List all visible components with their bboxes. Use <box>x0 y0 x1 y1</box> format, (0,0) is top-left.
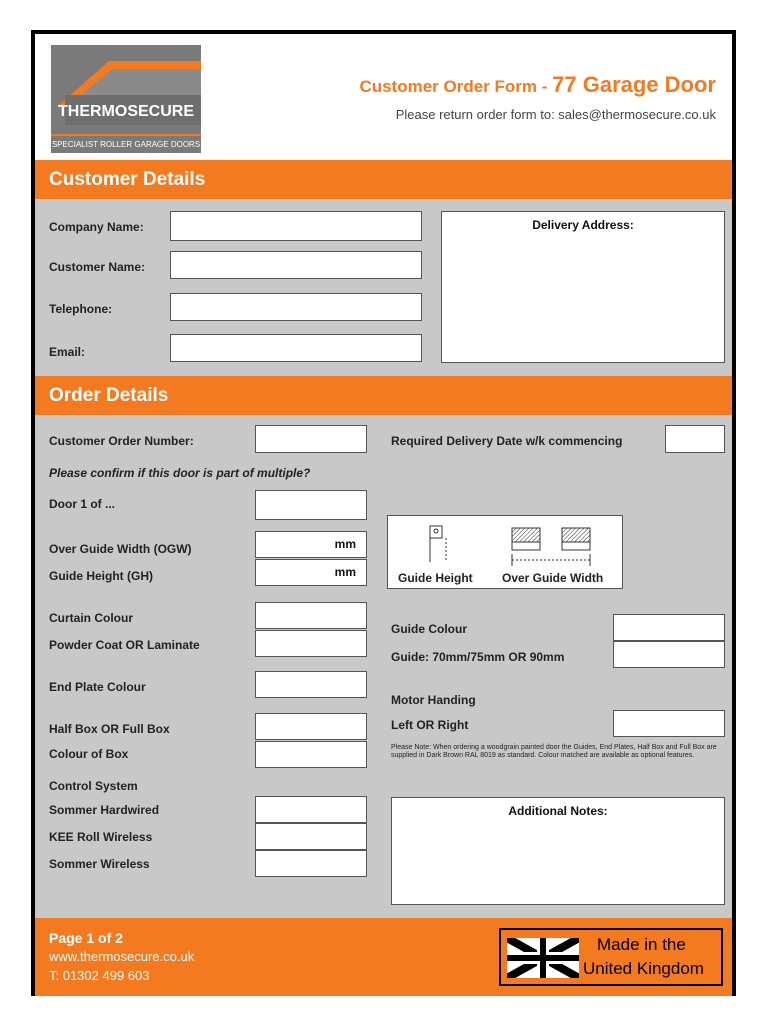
curtain-colour-label: Curtain Colour <box>49 611 133 625</box>
email-label: Email: <box>49 345 86 359</box>
guide-diagram <box>387 515 623 589</box>
made-in-label: Made in the <box>597 935 686 954</box>
ogw-unit: mm <box>334 537 356 551</box>
powder-coat-label: Powder Coat OR Laminate <box>49 638 200 652</box>
diagram-guide-height-label: Guide Height <box>398 571 473 585</box>
form-title-product: 77 Garage Door <box>552 72 716 97</box>
door-of-label: Door 1 of ... <box>49 497 115 511</box>
ogw-field[interactable] <box>255 531 367 558</box>
gh-field[interactable] <box>255 559 367 586</box>
colour-of-box-label: Colour of Box <box>49 747 129 761</box>
company-name-field[interactable] <box>170 211 422 241</box>
kee-roll-label: KEE Roll Wireless <box>49 830 153 844</box>
logo-tagline: SPECIALIST ROLLER GARAGE DOORS <box>51 140 201 149</box>
door-of-field[interactable] <box>255 490 367 520</box>
over-guide-width-icon <box>512 528 590 566</box>
sommer-hardwired-label: Sommer Hardwired <box>49 803 160 817</box>
customer-name-label: Customer Name: <box>49 260 146 274</box>
phone-number: T: 01302 499 603 <box>49 968 150 983</box>
sommer-wireless-field[interactable] <box>255 850 367 877</box>
form-title <box>359 72 716 98</box>
delivery-address-label: Delivery Address: <box>532 218 634 232</box>
sommer-wireless-label: Sommer Wireless <box>49 857 150 871</box>
guide-colour-field[interactable] <box>613 614 725 641</box>
guide-height-icon <box>430 526 446 562</box>
diagram-over-guide-width-label: Over Guide Width <box>502 571 604 585</box>
form-title-prefix: Customer Order Form - <box>359 77 548 96</box>
made-in-uk-badge <box>499 928 723 986</box>
kee-roll-field[interactable] <box>255 823 367 850</box>
left-right-field[interactable] <box>613 710 725 737</box>
guide-colour-label: Guide Colour <box>391 622 467 636</box>
powder-coat-field[interactable] <box>255 630 367 657</box>
end-plate-colour-label: End Plate Colour <box>49 680 146 694</box>
country-label: United Kingdom <box>583 959 704 978</box>
customer-name-field[interactable] <box>170 251 422 279</box>
left-right-label: Left OR Right <box>391 718 469 732</box>
union-jack-icon <box>507 938 579 978</box>
website-link[interactable]: www.thermosecure.co.uk <box>49 949 195 964</box>
guide-size-label: Guide: 70mm/75mm OR 90mm <box>391 650 565 664</box>
customer-details-heading: Customer Details <box>35 160 732 199</box>
email-field[interactable] <box>170 334 422 362</box>
page-number: Page 1 of 2 <box>49 930 123 946</box>
gh-label: Guide Height (GH) <box>49 569 153 583</box>
half-box-field[interactable] <box>255 713 367 740</box>
delivery-address-field[interactable] <box>441 211 725 363</box>
customer-order-number-field[interactable] <box>255 425 367 453</box>
telephone-field[interactable] <box>170 293 422 321</box>
order-details-heading: Order Details <box>35 376 732 415</box>
order-form-page <box>31 30 736 996</box>
colour-of-box-field[interactable] <box>255 741 367 768</box>
customer-order-number-label: Customer Order Number: <box>49 434 194 448</box>
telephone-label: Telephone: <box>49 302 113 316</box>
ogw-label: Over Guide Width (OGW) <box>49 542 192 556</box>
end-plate-colour-field[interactable] <box>255 671 367 698</box>
gh-unit: mm <box>334 565 356 579</box>
multiple-door-prompt: Please confirm if this door is part of multiple? <box>49 466 311 480</box>
sommer-hardwired-field[interactable] <box>255 796 367 823</box>
logo-wordmark: THERMOSECURE <box>57 103 195 120</box>
curtain-colour-field[interactable] <box>255 602 367 629</box>
thermosecure-logo <box>51 45 201 153</box>
guide-size-field[interactable] <box>613 641 725 668</box>
motor-handing-label: Motor Handing <box>391 693 476 707</box>
additional-notes-field[interactable] <box>391 797 725 905</box>
form-header <box>35 34 732 160</box>
return-instructions: Please return order form to: sales@thermosecure.co.uk <box>395 107 716 122</box>
half-box-label: Half Box OR Full Box <box>49 722 170 736</box>
required-delivery-date-label: Required Delivery Date w/k commencing <box>391 434 623 448</box>
control-system-label: Control System <box>49 779 138 793</box>
additional-notes-label: Additional Notes: <box>508 804 608 818</box>
woodgrain-note: Please Note: When ordering a woodgrain painted door the Guides, End Plates, Half Box and Full Box are supplied in Dark Brown RAL 8019 as standard. Colour matched are available as optional features. <box>391 744 717 759</box>
company-name-label: Company Name: <box>49 220 144 234</box>
form-footer <box>35 918 732 996</box>
required-delivery-date-field[interactable] <box>665 425 725 453</box>
